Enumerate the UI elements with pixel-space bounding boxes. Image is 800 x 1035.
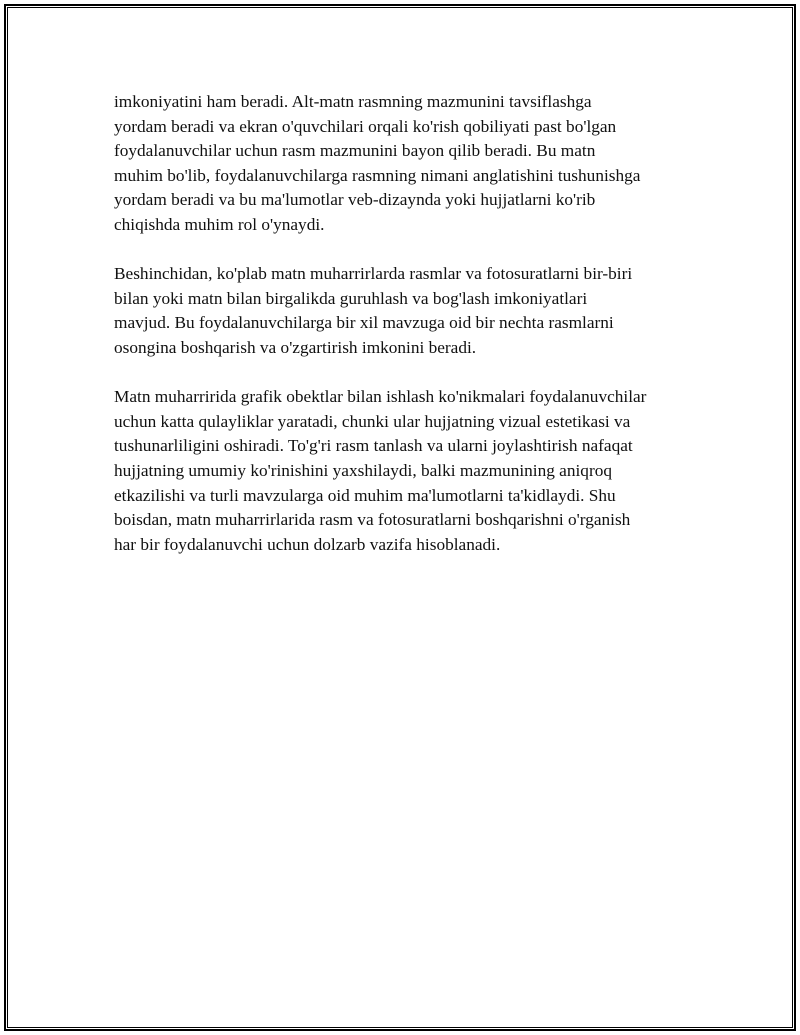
- document-body: [114, 90, 694, 582]
- paragraph-alt-text: imkoniyatini ham beradi. Alt-matn rasmning mazmunini tavsiflashga yordam beradi va ekran o'quvchilari orqali ko'rish qobiliyati past bo'lgan foydalanuvchilar uchun rasm mazmunini bayon qilib beradi. Bu matn muhim bo'lib, foydalanuvchilarga rasmning nimani anglatishini tushunishga yordam beradi va bu ma'lumotlar veb-dizaynda yoki hujjatlarni ko'rib chiqishda muhim rol o'ynaydi.: [114, 92, 641, 234]
- paragraph-conclusion: Matn muharririda grafik obektlar bilan ishlash ko'nikmalari foydalanuvchilar uchun katta qulayliklar yaratadi, chunki ular hujjatning vizual estetikasi va tushunarliligini oshiradi. To'g'ri rasm tanlash va ularni joylashtirish nafaqat hujjatning umumiy ko'rinishini yaxshilaydi, balki mazmunining aniqroq etkazilishi va turli mavzularga oid muhim ma'lumotlarni ta'kidlaydi. Shu boisdan, matn muharrirlarida rasm va fotosuratlarni boshqarishni o'rganish har bir foydalanuvchi uchun dolzarb vazifa hisoblanadi.: [114, 387, 647, 554]
- paragraph-grouping: Beshinchidan, ko'plab matn muharrirlarda rasmlar va fotosuratlarni bir-biri bilan yoki matn bilan birgalikda guruhlash va bog'lash imkoniyatlari mavjud. Bu foydalanuvchilarga bir xil mavzuga oid bir nechta rasmlarni osongina boshqarish va o'zgartirish imkonini beradi.: [114, 264, 633, 357]
